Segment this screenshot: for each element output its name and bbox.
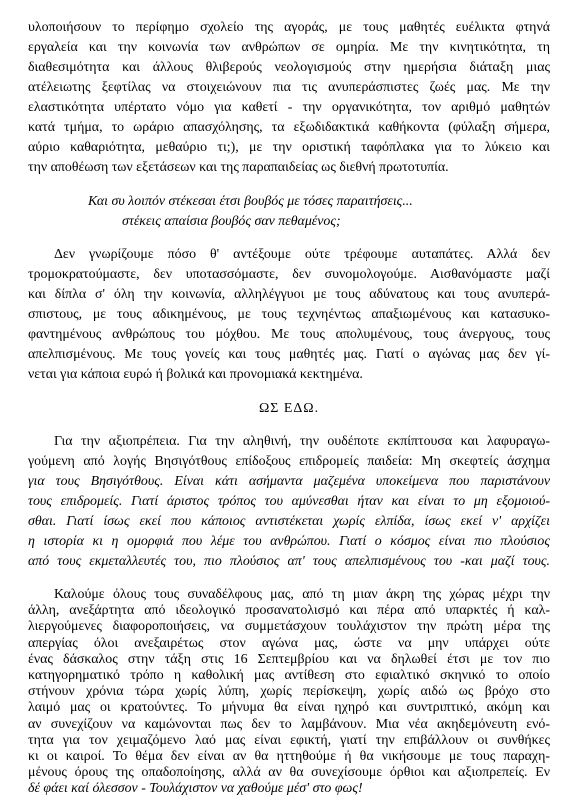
paragraph-6-line: Καλούμε όλους τους συναδέλφους μας, από τη μιαν άκρη της χώρας μέχρι την — [54, 587, 550, 602]
paragraph-6-line: απεργίας όλοι ανεξαιρέτως στον αγώνα μας, ώστε να μην υπάρχει ούτε — [28, 635, 550, 651]
paragraph-6-line: άλλη, ανεξάρτητα από ιδεολογικό προσανατολισμό και πέρα από υπαρκτές ή καλ- — [28, 603, 550, 619]
paragraph-1-line: διαθεσιμότητα και άλλους θλιβερούς νεολογισμούς στην ημερήσια διάταξη μιας — [28, 60, 550, 75]
paragraph-3-line: απελπισμένους. Με τους γονείς και τους μαθητές μας. Γιατί ο αγώνας μας δεν γί- — [28, 347, 550, 362]
paragraph-1-line: ατέλειωτης ξεφτίλας να στοιχειώνουν πια τις ανυπεράσπιστες ζωές μας. Με την — [28, 80, 550, 95]
paragraph-5-line: η ιστορία κι η ομορφιά που λέμε του ανθρώπου. Γιατί ο κόσμος είναι πιο πλούσιος — [28, 534, 550, 549]
paragraph-6-line: ένας δάσκαλος στην τάξη στις 16 Σεπτεμβρίου και να δηλωθεί έτσι με τον πιο — [28, 651, 550, 667]
paragraph-6-line: στήνουν χρόνια τώρα χωρίς λύπη, χωρίς περίσκεψη, χωρίς αιδώ ως βρόχο στο — [28, 684, 550, 700]
quote-line: Και συ λοιπόν στέκεσαι έτσι βουβός με τόσες παραιτήσεις... — [88, 194, 413, 209]
paragraph-3-line: νεται για κάποια ευρώ ή βολικά και προνομιακά κεκτημένα. — [28, 367, 363, 382]
paragraph-3-line: Δεν γνωρίζουμε πόσο θ' αντέξουμε ούτε τρέφουμε αυταπάτες. Αλλά δεν — [54, 247, 550, 262]
paragraph-1-line: ελαστικότητα υπέρτατο νόμο για καθετί - την οργανικότητα, τον αριθμό μαθητών — [28, 100, 550, 115]
paragraph-5-line: σθαι. Γιατί ίσως εκεί που κάποιος αντιστέκεται χωρίς ελπίδα, ίσως εκεί ν' αρχίζει — [28, 514, 550, 529]
paragraph-1-line: υλοποιήσουν το περίφημο σχολείο της αγοράς, με τους μαθητές ευέλικτα φτηνά — [28, 20, 550, 35]
paragraph-1-line: την αποθέωση των εξετάσεων και της παραπαιδείας ως διεθνή πρωτοτυπία. — [28, 160, 449, 175]
paragraph-6-line: αν συνεχίζουν να καμώνονται πως δεν το λαμβάνουν. Μια νέα ακηδεμόνευτη ενό- — [28, 716, 550, 732]
paragraph-6-line: λαιμό μας οι κρατούντες. Το μήνυμα θα είναι ηχηρό και συντριπτικό, ακόμη και — [28, 700, 550, 716]
paragraph-5-line: τους επιδρομείς. Γιατί άριστος τρόπος του αμύνεσθαι ήταν και είναι το μη εξομοιού- — [28, 494, 550, 509]
paragraph-1-line: εργαλεία και την κοινωνία των ανθρώπων σε ομηρία. Με την κινητικότητα, τη — [28, 40, 550, 55]
paragraph-6-line: μένους όρους της οπαδοποίησης, αλλά αν θα συνεχίσουμε όρθιοι και αξιοπρεπείς. Εν — [28, 765, 550, 781]
paragraph-5-line: γούμενη από λογής Βησιγότθους επίδοξους επιδρομείς παιδεία: Μη σκεφτείς άσχημα — [28, 454, 550, 469]
paragraph-3-line: και δίπλα σ' όλη την κοινωνία, αλληλέγγυοι με τους αδύνατους και τους ανυπερά- — [28, 287, 550, 302]
paragraph-6-line: κι οι καιροί. Το θέμα δεν είναι αν θα ηττηθούμε ή θα νικήσουμε με τους παραχη- — [28, 749, 550, 764]
paragraph-6-line: κατηγορηματικό τρόπο η καθολική μας αντίθεση στο εφιαλτικό σκηνικό το οποίο — [28, 668, 550, 683]
paragraph-6-line: τητα για τον χειμαζόμενο λαό μας είναι εφικτή, γιατί την επιβάλλουν οι συνθήκες — [28, 732, 550, 748]
paragraph-1-line: κατά τμήμα, το ωράριο απασχόλησης, τα εξωδιδακτικά καθήκοντα (φύλαξη σήμερα, — [28, 120, 550, 135]
quote-line: στέκεις απαίσια βουβός σαν πεθαμένος; — [122, 214, 341, 229]
paragraph-5-line: Για την αξιοπρέπεια. Για την αληθινή, την ουδέποτε εκπίπτουσα και λαφυραγω- — [54, 434, 550, 449]
paragraph-3-line: τρομοκρατούμαστε, δεν υποτασσόμαστε, δεν συνομολογούμε. Αισθανόμαστε μαζί — [28, 267, 550, 282]
paragraph-5-line: από τους εκμεταλλευτές του, πιο πλούσιος απ' τους απελπισμένους του -και μαζί τους. — [28, 554, 550, 569]
paragraph-3-line: φαντημένους ανθρώπους του μόχθου. Με τους απολυμένους, τους άνεργους, τους — [28, 327, 550, 342]
paragraph-1-line: αύριο καθαριότητα, μεθαύριο τι;), με την οριστική ταφόπλακα για το λύκειο και — [28, 140, 550, 155]
paragraph-6-line: λιεργούμενες διαφοροποιήσεις, να συμμετάσχουν τουλάχιστον την πρώτη μέρα της — [28, 619, 550, 635]
paragraph-3-line: σπιστους, με τους αδικημένους, με τους τεχνηέντως απαξιωμένους και κατασυκο- — [28, 307, 550, 322]
section-heading: ΩΣ ΕΔΩ. — [258, 401, 320, 416]
paragraph-5-line: για τους Βησιγότθους. Είναι κάτι ασήμαντα μαζεμένα υποκείμενα που παριστάνουν — [28, 474, 550, 489]
paragraph-6-line: δέ φάει καί όλεσσον - Τουλάχιστον να χαθούμε μέσ' στο φως! — [28, 781, 363, 797]
